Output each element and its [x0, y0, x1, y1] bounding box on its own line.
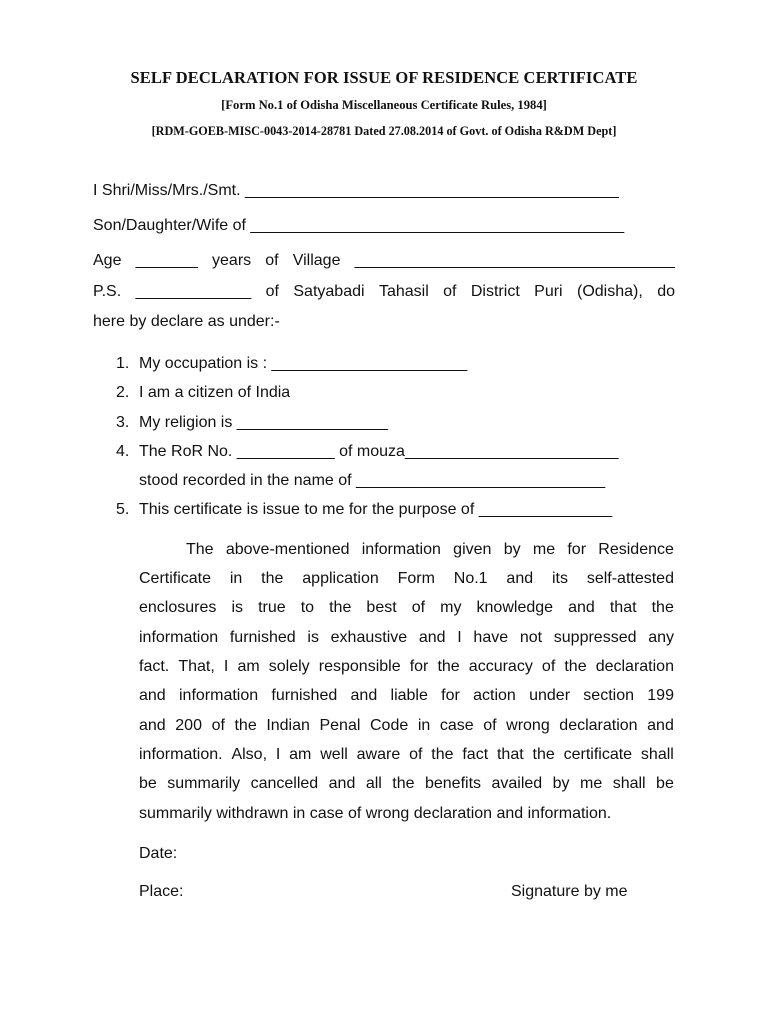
paragraph-word: Residence [598, 541, 674, 558]
paragraph-word: declaration [595, 658, 674, 675]
paragraph-word: be [139, 775, 157, 792]
relation-field-line: Son/Daughter/Wife of __________________________________________ [93, 217, 625, 234]
paragraph-word: 199 [647, 687, 674, 704]
paragraph-word: and [350, 687, 378, 704]
ps-word: Puri [534, 283, 563, 300]
list-item-ror: The RoR No. ___________ of mouza________________________ [139, 443, 619, 460]
paragraph-word: the [392, 775, 415, 792]
list-item-purpose: This certificate is issue to me for the purpose of _______________ [139, 501, 613, 518]
paragraph-word: availed [491, 775, 543, 792]
paragraph-word: the [261, 570, 284, 587]
paragraph-word: is [231, 599, 243, 616]
paragraph-word: I [457, 629, 462, 646]
police-station-line [93, 282, 675, 302]
paragraph-word: that [609, 599, 637, 616]
age-word: Village [292, 252, 341, 269]
paragraph-word: by [503, 541, 521, 558]
list-item-number: 1. [116, 355, 130, 372]
paragraph-word: my [440, 599, 462, 616]
paragraph-line [139, 657, 674, 677]
paragraph-word: given [453, 541, 492, 558]
paragraph-word: for [567, 541, 587, 558]
paragraph-word: enclosures [139, 599, 217, 616]
paragraph-word: self-attested [586, 570, 674, 587]
paragraph-word: and [647, 717, 674, 734]
paragraph-word: am [289, 746, 312, 763]
paragraph-word: true [258, 599, 286, 616]
paragraph-word: me [580, 775, 603, 792]
paragraph-word: any [648, 629, 674, 646]
paragraph-word: declaration [559, 717, 638, 734]
list-item-citizenship: I am a citizen of India [139, 384, 291, 401]
paragraph-word: the [431, 746, 454, 763]
paragraph-word: by [552, 775, 570, 792]
paragraph-word: and [139, 717, 166, 734]
paragraph-word: knowledge [476, 599, 554, 616]
form-title: SELF DECLARATION FOR ISSUE OF RESIDENCE CERTIFICATE [130, 68, 638, 87]
paragraph-word: Form [397, 570, 435, 587]
list-item-number: 2. [116, 384, 130, 401]
paragraph-word: responsible [318, 658, 401, 675]
paragraph-word: Also, [231, 746, 268, 763]
government-order-reference: [RDM-GOEB-MISC-0043-2014-28781 Dated 27.08.2014 of Govt. of Odisha R&DM Dept] [151, 124, 617, 138]
paragraph-word: No.1 [453, 570, 488, 587]
paragraph-word: fact [462, 746, 489, 763]
paragraph-line [139, 598, 674, 618]
list-item-number: 3. [116, 414, 130, 431]
paragraph-word: of [211, 717, 225, 734]
form-rule-reference: [Form No.1 of Odisha Miscellaneous Certificate Rules, 1984] [221, 98, 547, 112]
place-label: Place: [139, 883, 184, 900]
date-label: Date: [139, 845, 178, 862]
paragraph-word: have [473, 629, 509, 646]
paragraph-word: action [473, 687, 516, 704]
list-item-ror-continued: stood recorded in the name of ____________________________ [139, 472, 606, 489]
paragraph-word: the [651, 599, 674, 616]
paragraph-word: the [564, 658, 587, 675]
signature-label: Signature by me [511, 883, 628, 900]
paragraph-word: the [437, 658, 460, 675]
paragraph-word: and [506, 570, 534, 587]
age-village-line [93, 251, 675, 271]
paragraph-word: furnished [229, 629, 296, 646]
paragraph-line [139, 745, 674, 765]
paragraph-word: well [320, 746, 348, 763]
ps-word: do [657, 283, 675, 300]
paragraph-word: of [409, 746, 423, 763]
paragraph-word: information [361, 541, 441, 558]
paragraph-word: shall [612, 775, 646, 792]
paragraph-word: not [519, 629, 543, 646]
paragraph-word: information [178, 687, 259, 704]
paragraph-word: benefits [424, 775, 482, 792]
paragraph-word: for [441, 687, 460, 704]
paragraph-word: of [541, 658, 556, 675]
paragraph-word: of [411, 599, 426, 616]
ps-word: of [443, 283, 457, 300]
paragraph-line [139, 716, 674, 736]
paragraph-word: Indian [266, 717, 310, 734]
paragraph-word: That, [178, 658, 215, 675]
age-word: years [212, 252, 252, 269]
paragraph-word: and [328, 775, 356, 792]
paragraph-word: information. [139, 746, 223, 763]
paragraph-word: furnished [271, 687, 338, 704]
ps-word: of [265, 283, 279, 300]
paragraph-word: and [139, 687, 166, 704]
paragraph-word: and [418, 629, 446, 646]
paragraph-word: in [417, 717, 431, 734]
paragraph-line [139, 774, 674, 794]
paragraph-word: in [229, 570, 243, 587]
age-blank: _______ [135, 252, 198, 269]
paragraph-word: certificate [563, 746, 633, 763]
ps-word: (Odisha), [577, 283, 643, 300]
list-item-number: 4. [116, 443, 130, 460]
paragraph-line [186, 540, 674, 560]
paragraph-word: above-mentioned [225, 541, 350, 558]
paragraph-word: be [656, 775, 674, 792]
paragraph-word: Penal [319, 717, 361, 734]
paragraph-word: The [186, 541, 214, 558]
paragraph-word: and [568, 599, 595, 616]
paragraph-word: summarily [167, 775, 241, 792]
paragraph-word: for [409, 658, 429, 675]
paragraph-word: I [223, 658, 229, 675]
paragraph-word: is [307, 629, 319, 646]
paragraph-word: fact. [139, 658, 170, 675]
ps-word: Satyabadi [293, 283, 365, 300]
paragraph-word: section [583, 687, 634, 704]
list-item-occupation: My occupation is : ______________________ [139, 355, 468, 372]
paragraph-word: aware [356, 746, 401, 763]
paragraph-word: its [551, 570, 568, 587]
paragraph-word: shall [640, 746, 674, 763]
paragraph-line [139, 569, 674, 589]
paragraph-word: solely [268, 658, 310, 675]
ps-word: District [470, 283, 520, 300]
paragraph-word: Code [369, 717, 409, 734]
paragraph-word: the [329, 599, 352, 616]
paragraph-line [139, 686, 674, 706]
paragraph-word: information [139, 629, 219, 646]
paragraph-word: best [366, 599, 397, 616]
village-blank: ____________________________________ [354, 252, 675, 269]
paragraph-word: suppressed [553, 629, 637, 646]
paragraph-word: liable [390, 687, 428, 704]
paragraph-line: summarily withdrawn in case of wrong declaration and information. [139, 805, 612, 822]
paragraph-word: to [300, 599, 315, 616]
paragraph-word: application [302, 570, 379, 587]
paragraph-word: of [483, 717, 497, 734]
paragraph-word: the [234, 717, 257, 734]
paragraph-word: Certificate [139, 570, 212, 587]
paragraph-word: I [275, 746, 281, 763]
list-item-number: 5. [116, 501, 130, 518]
age-word: of [265, 252, 279, 269]
paragraph-word: that [496, 746, 524, 763]
paragraph-word: me [532, 541, 556, 558]
paragraph-word: the [532, 746, 555, 763]
paragraph-word: case [439, 717, 474, 734]
paragraph-line [139, 628, 674, 648]
paragraph-word: wrong [506, 717, 550, 734]
ps-word: P.S. [93, 283, 122, 300]
name-field-line: I Shri/Miss/Mrs./Smt. __________________________________________ [93, 182, 619, 199]
ps-blank: _____________ [135, 283, 252, 300]
ps-word: Tahasil [378, 283, 429, 300]
paragraph-word: exhaustive [330, 629, 408, 646]
paragraph-word: accuracy [468, 658, 533, 675]
paragraph-word: cancelled [250, 775, 319, 792]
paragraph-word: all [365, 775, 382, 792]
paragraph-word: under [529, 687, 571, 704]
paragraph-word: 200 [175, 717, 202, 734]
declare-line: here by declare as under:- [93, 313, 280, 330]
age-word: Age [93, 252, 122, 269]
list-item-religion: My religion is _________________ [139, 414, 389, 431]
paragraph-word: am [237, 658, 260, 675]
